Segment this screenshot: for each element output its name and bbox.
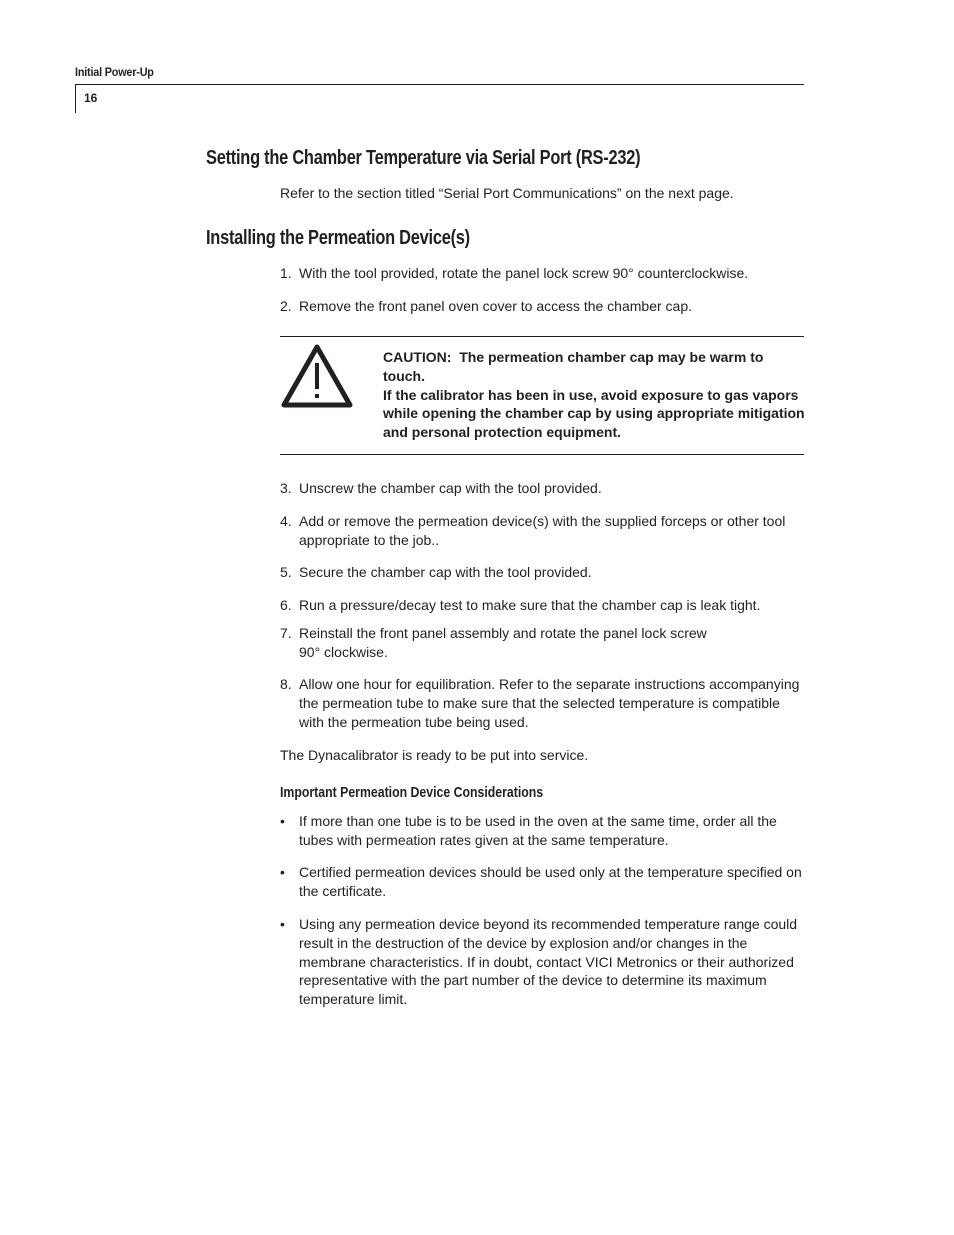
header-vertical-rule xyxy=(75,84,76,113)
section-title-serial-port: Setting the Chamber Temperature via Serial Port (RS-232) xyxy=(206,147,641,169)
step-number: 8. xyxy=(280,676,292,692)
step-number: 6. xyxy=(280,597,292,613)
bullet-text: Certified permeation devices should be used only at the temperature specified on the certificate. xyxy=(299,864,802,899)
step-text: With the tool provided, rotate the panel lock screw 90° counterclockwise. xyxy=(299,265,749,281)
considerations-title: Important Permeation Device Considerations xyxy=(280,784,544,801)
list-item xyxy=(280,812,804,850)
caution-line-2: If the calibrator has been in use, avoid exposure to gas vapors while opening the chamber cap by using appropriate mitigation and personal protection equipment. xyxy=(383,386,805,441)
step-text: Add or remove the permeation device(s) with the supplied forceps or other tool appropriate to the job.. xyxy=(299,513,786,548)
caution-top-rule xyxy=(280,336,804,337)
ready-text: The Dynacalibrator is ready to be put into service. xyxy=(280,747,589,763)
caution-label: CAUTION: xyxy=(383,349,452,365)
caution-warm-text: The permeation chamber cap may be warm to touch. xyxy=(383,349,764,384)
list-item xyxy=(280,512,804,550)
list-item xyxy=(280,915,804,1009)
list-item xyxy=(280,297,804,316)
warning-triangle-icon xyxy=(280,343,354,409)
step-text: Unscrew the chamber cap with the tool provided. xyxy=(299,480,602,496)
step-number: 5. xyxy=(280,564,292,580)
step-text: Allow one hour for equilibration. Refer to the separate instructions accompanying the permeation tube to make sure that the selected temperature is compatible with the permeation tube being used. xyxy=(299,676,800,730)
step-number: 7. xyxy=(280,625,292,641)
list-item xyxy=(280,563,804,582)
step-number: 3. xyxy=(280,480,292,496)
step-text: Reinstall the front panel assembly and rotate the panel lock screw 90° clockwise. xyxy=(299,625,707,660)
list-item xyxy=(280,863,804,901)
step-number: 1. xyxy=(280,265,292,281)
running-header: Initial Power-Up xyxy=(75,65,154,79)
bullet: • xyxy=(280,864,285,880)
step-number: 4. xyxy=(280,513,292,529)
section-body-serial-port: Refer to the section titled “Serial Port Communications” on the next page. xyxy=(280,185,734,201)
step-number: 2. xyxy=(280,298,292,314)
bullet-text: Using any permeation device beyond its recommended temperature range could result in the destruction of the device by explosion and/or changes in the membrane characteristics. If in doubt, contact VICI Metronics or their authorized representative with the part number of the device to determine its maximum temperature limit. xyxy=(299,916,798,1008)
caution-line-1 xyxy=(383,348,807,386)
list-item xyxy=(280,479,804,498)
bullet: • xyxy=(280,916,285,932)
bullet: • xyxy=(280,813,285,829)
page-number: 16 xyxy=(84,91,98,105)
list-item xyxy=(280,624,804,662)
step-text: Run a pressure/decay test to make sure that the chamber cap is leak tight. xyxy=(299,597,761,613)
section-title-installing: Installing the Permeation Device(s) xyxy=(206,227,470,249)
caution-message xyxy=(383,348,807,442)
step-text: Secure the chamber cap with the tool provided. xyxy=(299,564,592,580)
list-item xyxy=(280,264,804,283)
list-item xyxy=(280,675,804,731)
caution-bottom-rule xyxy=(280,454,804,455)
list-item xyxy=(280,596,804,615)
header-rule xyxy=(75,84,804,85)
step-text: Remove the front panel oven cover to access the chamber cap. xyxy=(299,298,692,314)
bullet-text: If more than one tube is to be used in the oven at the same time, order all the tubes with permeation rates given at the same temperature. xyxy=(299,813,777,848)
